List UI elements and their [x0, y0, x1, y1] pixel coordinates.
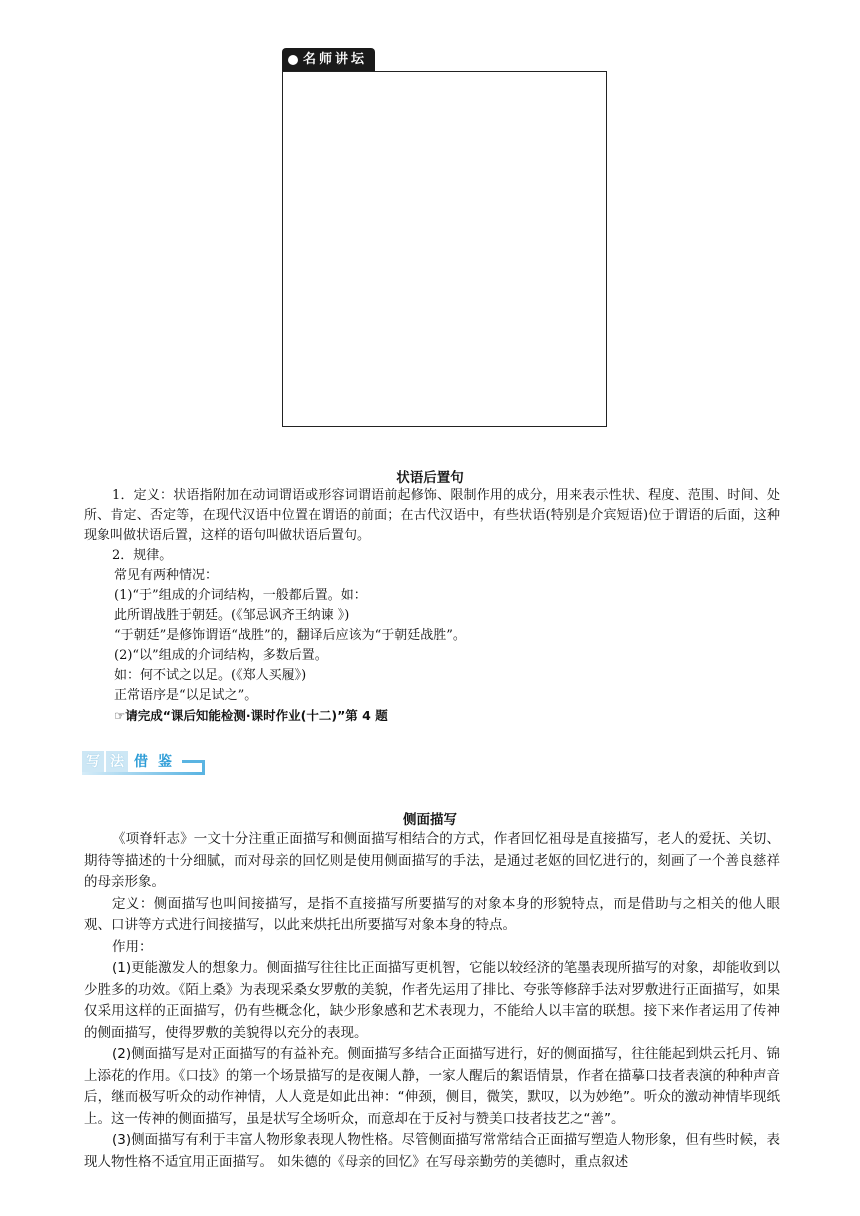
- body-paragraph: (2)侧面描写是对正面描写的有益补充。侧面描写多结合正面描写进行，好的侧面描写，往往能起到烘云托月、锦上添花的作用。《口技》的第一个场景描写的是夜阑人静，一家人醒后的絮语情景，作者在描摹口技者表演的种种声音后，继而极写听众的动作神情，人人竟是如此出神：“伸颈，侧目，微笑，默叹，以为妙绝”。听众的激动神情毕现纸上。这一传神的侧面描写，虽是状写全场听众，而意却在于反衬与赞美口技者技艺之“善”。: [84, 1046, 780, 1127]
- rule-line: (1)“于”组成的介词结构，一般都后置。如：: [114, 588, 367, 603]
- banner-char: 法: [106, 751, 128, 773]
- banner-char: 鉴: [158, 754, 172, 770]
- section2-title: 侧面描写: [403, 812, 457, 828]
- rule-line: (2)“以”组成的介词结构，多数后置。: [114, 648, 328, 663]
- rule-line: “于朝廷”是修饰谓语“战胜”的，翻译后应该为“于朝廷战胜”。: [114, 628, 466, 643]
- section-tag-label: 名师讲坛: [303, 52, 368, 67]
- exercise-link[interactable]: ☞请完成“课后知能检测·课时作业(十二)”第 4 题: [114, 708, 388, 723]
- banner-char: 借: [134, 754, 148, 770]
- rule-line: 常见有两种情况：: [114, 568, 219, 583]
- body-paragraph: 定义：侧面描写也叫间接描写，是指不直接描写所要描写的对象本身的形貌特点，而是借助与之相关的他人眼观、口讲等方式进行间接描写，以此来烘托出所要描写对象本身的特点。: [84, 895, 780, 933]
- bullet-icon: [288, 55, 298, 65]
- writing-banner: [82, 748, 178, 776]
- notes-box: [282, 71, 607, 427]
- rule-line: 正常语序是“以足试之”。: [114, 688, 258, 703]
- rule-line: 此所谓战胜于朝廷。(《邹忌讽齐王纳谏 》): [114, 608, 350, 623]
- banner-hook: [182, 760, 205, 775]
- body-paragraph: 《项脊轩志》一文十分注重正面描写和侧面描写相结合的方式，作者回忆祖母是直接描写，老人的爱抚、关切、期待等描述的十分细腻，而对母亲的回忆则是使用侧面描写的手法，是通过老妪的回忆进行的，刻画了一个善良慈祥的母亲形象。: [84, 831, 780, 890]
- section1-body: [84, 486, 780, 726]
- body-paragraph: 作用：: [112, 938, 153, 955]
- body-paragraph: (3)侧面描写有利于丰富人物形象表现人物性格。尽管侧面描写常常结合正面描写塑造人物形象，但有些时候，表现人物性格不适宜用正面描写。 如朱德的《母亲的回忆》在写母亲勤劳的美德时，重点叙述: [84, 1132, 780, 1170]
- body-paragraph: (1)更能激发人的想象力。侧面描写往往比正面描写更机智，它能以较经济的笔墨表现所描写的对象，却能收到以少胜多的功效。《陌上桑》为表现采桑女罗敷的美貌，作者先运用了排比、夸张等修辞手法对罗敷进行正面描写，如果仅采用这样的正面描写，仍有些概念化，缺少形象感和艺术表现力，不能给人以丰富的联想。接下来作者运用了传神的侧面描写，使得罗敷的美貌得以充分的表现。: [84, 960, 780, 1041]
- section1-title: 状语后置句: [396, 470, 464, 486]
- banner-char: 写: [82, 751, 104, 773]
- rule-heading: 2．规律。: [112, 548, 173, 563]
- rule-line: 如：何不试之以足。(《郑人买履》): [114, 668, 307, 683]
- definition-paragraph: 1．定义：状语指附加在动词谓语或形容词谓语前起修饰、限制作用的成分，用来表示性状、程度、范围、时间、处所、肯定、否定等，在现代汉语中位置在谓语的前面；在古代汉语中，有些状语(特别是介宾短语)位于谓语的后面，这种现象叫做状语后置，这样的语句叫做状语后置句。: [84, 488, 780, 543]
- section-tag: [282, 48, 375, 72]
- section2-body: [84, 829, 780, 1173]
